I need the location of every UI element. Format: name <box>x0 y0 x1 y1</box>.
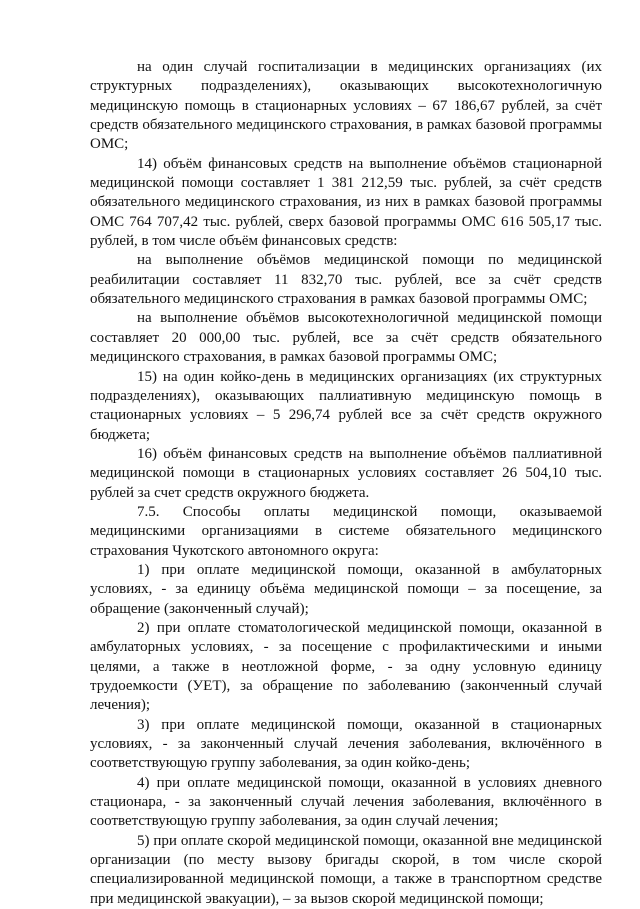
paragraph-section-7-5: 7.5. Способы оплаты медицинской помощи, оказываемой медицинскими организациями в системе обязательного медицинского страхования Чукотского автономного округа: <box>90 503 602 559</box>
paragraph-payment-5: 5) при оплате скорой медицинской помощи, оказанной вне медицинской организации (по месту вызову бригады скорой, в том числе скорой специализированной медицинской помощи, а также в транспортном средстве при медицинской эвакуации), – за вызов скорой медицинской помощи; <box>90 832 602 907</box>
paragraph-rehabilitation: на выполнение объёмов медицинской помощи по медицинской реабилитации составляет 11 832,70 тыс. рублей, все за счёт средств обязательного медицинского страхования в рамках базовой программы ОМС; <box>90 252 602 308</box>
paragraph-payment-4: 4) при оплате медицинской помощи, оказанной в условиях дневного стационара, - за законченный случай лечения заболевания, включённого в соответствующую группу заболевания, за один случай лечения; <box>90 774 602 830</box>
paragraph-payment-2: 2) при оплате стоматологической медицинской помощи, оказанной в амбулаторных условиях, - за посещение с профилактическими и иными целями, а также в неотложной форме, - за одну условную единицу трудоемкости (УЕТ), за обращение по заболеванию (законченный случай лечения); <box>90 619 602 714</box>
paragraph-high-tech-care: на выполнение объёмов высокотехнологичной медицинской помощи составляет 20 000,00 тыс. рублей, все за счёт средств обязательного медицинского страхования, в рамках базовой программы ОМС; <box>90 310 602 366</box>
paragraph-item-14: 14) объём финансовых средств на выполнение объёмов стационарной медицинской помощи составляет 1 381 212,59 тыс. рублей, за счёт средств обязательного медицинского страхования, из них в рамках базовой программы ОМС 764 707,42 тыс. рублей, сверх базовой программы ОМС 616 505,17 тыс. рублей, в том числе объём финансовых средств: <box>90 155 602 250</box>
paragraph-payment-3: 3) при оплате медицинской помощи, оказанной в стационарных условиях, - за законченный случай лечения заболевания, включённого в соответствующую группу заболевания, за один койко-день; <box>90 716 602 772</box>
paragraph-payment-1: 1) при оплате медицинской помощи, оказанной в амбулаторных условиях, - за единицу объёма медицинской помощи – за посещение, за обращение (законченный случай); <box>90 561 602 617</box>
document-page <box>90 58 602 909</box>
paragraph-item-15: 15) на один койко-день в медицинских организациях (их структурных подразделениях), оказывающих паллиативную медицинскую помощь в стационарных условиях – 5 296,74 рублей все за счёт средств окружного бюджета; <box>90 368 602 443</box>
paragraph-hospitalization-cost: на один случай госпитализации в медицинских организациях (их структурных подразделениях), оказывающих высокотехнологичную медицинскую помощь в стационарных условиях – 67 186,67 рублей, за счёт средств обязательного медицинского страхования, в рамках базовой программы ОМС; <box>90 59 602 153</box>
paragraph-item-16: 16) объём финансовых средств на выполнение объёмов паллиативной медицинской помощи в стационарных условиях составляет 26 504,10 тыс. рублей за счет средств окружного бюджета. <box>90 445 602 501</box>
